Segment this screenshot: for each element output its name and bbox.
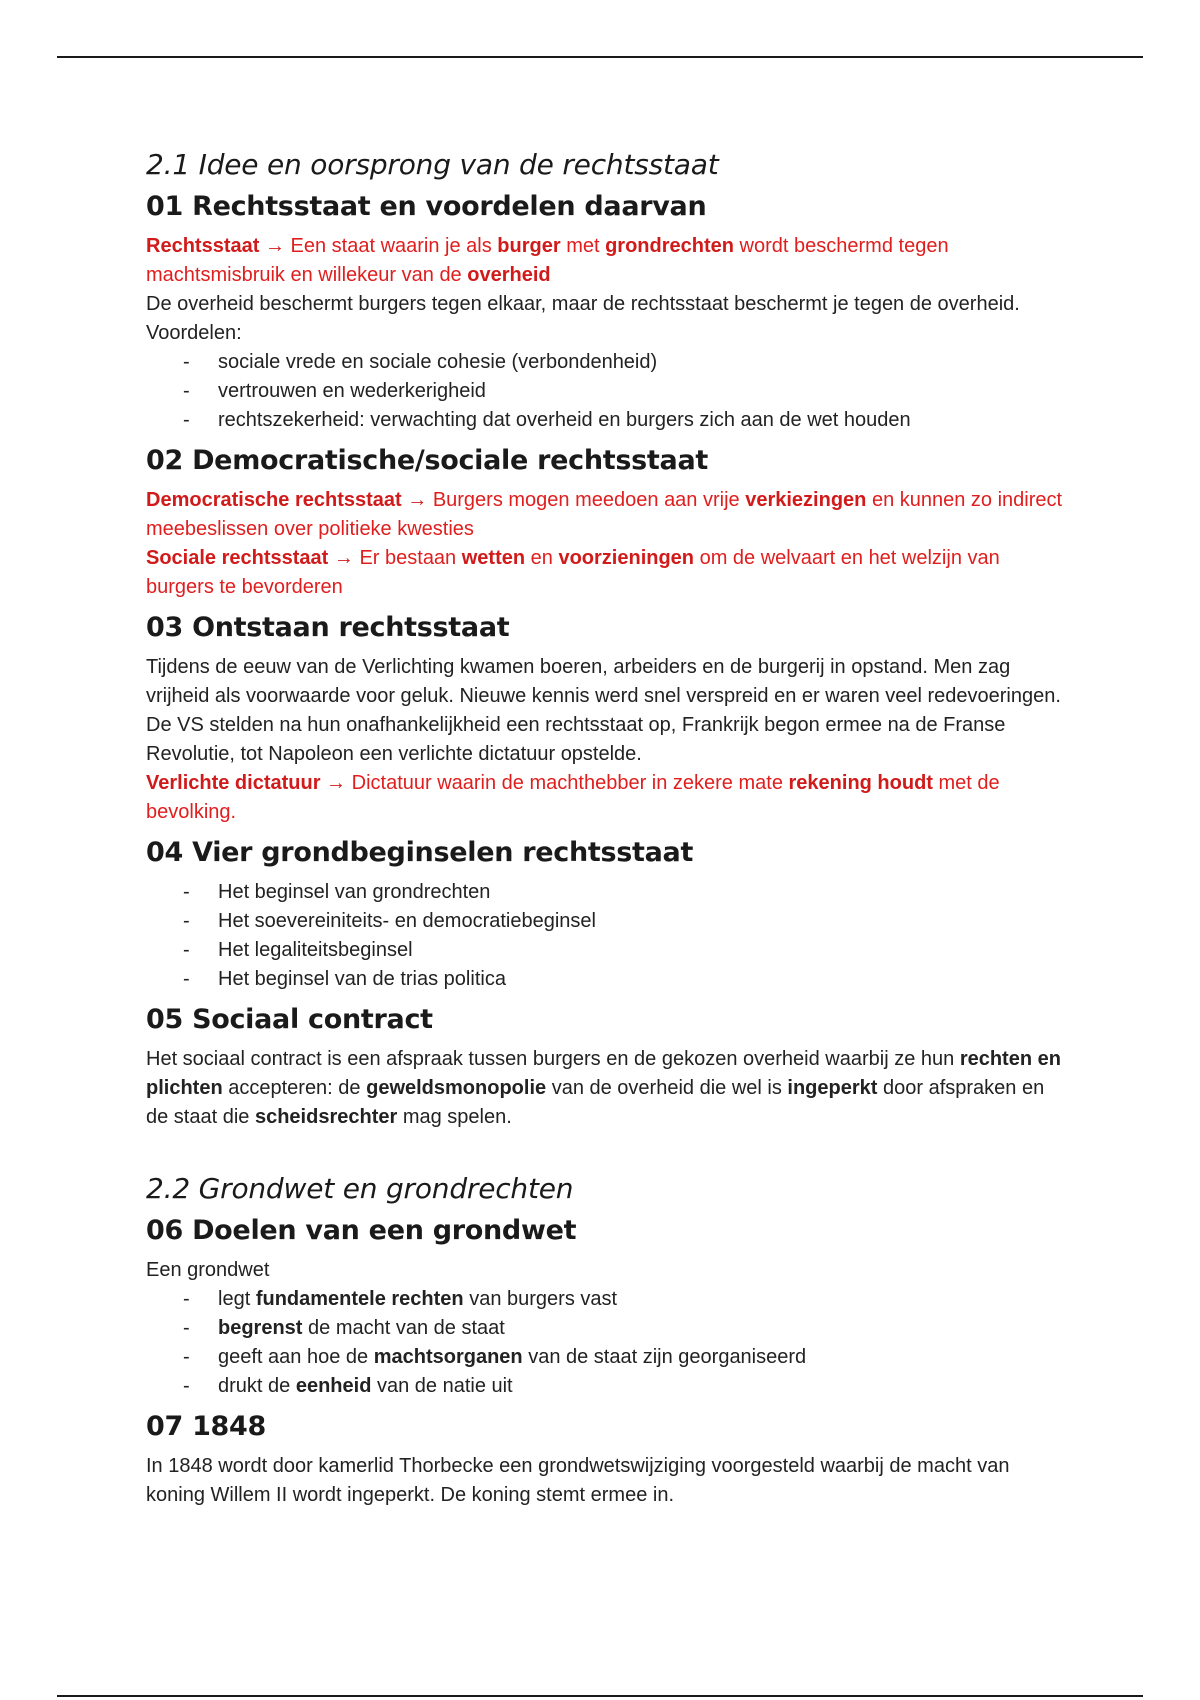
definition-text: Een staat waarin je als bbox=[290, 235, 498, 257]
bold-run: scheidsrechter bbox=[254, 1106, 398, 1128]
definition-bold: wetten bbox=[461, 547, 526, 569]
definition-text: met de bevolking. bbox=[146, 772, 1000, 823]
definition-text: met bbox=[560, 235, 606, 257]
bold-run: eenheid bbox=[295, 1375, 372, 1397]
definition-bold: burger bbox=[497, 235, 561, 257]
topic-title-05: 05 Sociaal contract bbox=[146, 1004, 433, 1035]
topic-title-03: 03 Ontstaan rechtsstaat bbox=[146, 612, 510, 643]
list-item bbox=[146, 1285, 1066, 1314]
topic-title-07: 07 1848 bbox=[146, 1411, 267, 1442]
text-run: Het sociaal contract is een afspraak tussen burgers en de gekozen overheid waarbij ze hun bbox=[146, 1048, 960, 1070]
definition-sociale-rechtsstaat bbox=[146, 544, 1066, 602]
paragraph-overheid: De overheid beschermt burgers tegen elkaar, maar de rechtsstaat beschermt je tegen de overheid. Voordelen: bbox=[146, 293, 1020, 344]
list-item: - Het beginsel van grondrechten bbox=[146, 878, 1066, 907]
text-run: mag spelen. bbox=[397, 1106, 512, 1128]
definition-arrow: → bbox=[259, 235, 291, 257]
text-run: van de overheid die wel is bbox=[546, 1077, 788, 1099]
bullet-list-grondbeginselen bbox=[146, 878, 1066, 994]
bold-run: rechten en plichten bbox=[146, 1048, 1061, 1099]
definition-bold: verkiezingen bbox=[745, 489, 867, 511]
list-item: - rechtszekerheid: verwachting dat overheid en burgers zich aan de wet houden bbox=[146, 406, 1066, 435]
definition-text: Burgers mogen meedoen aan vrije bbox=[432, 489, 746, 511]
definition-verlichte-dictatuur bbox=[146, 769, 1066, 827]
definition-term: Verlichte dictatuur bbox=[146, 772, 321, 794]
list-item: - Het beginsel van de trias politica bbox=[146, 965, 1066, 994]
section-title-2-2: 2.2 Grondwet en grondrechten bbox=[146, 1172, 574, 1205]
text-run: legt bbox=[218, 1288, 256, 1310]
definition-text: Dictatuur waarin de machthebber in zekere mate bbox=[351, 772, 789, 794]
text-run: accepteren: de bbox=[222, 1077, 367, 1099]
text-run: geeft aan hoe de bbox=[218, 1346, 374, 1368]
bottom-rule bbox=[57, 1695, 1143, 1697]
definition-bold: rekening houdt bbox=[788, 772, 933, 794]
list-item: - sociale vrede en sociale cohesie (verbondenheid) bbox=[146, 348, 1066, 377]
document-page bbox=[146, 140, 1066, 1510]
list-item: - vertrouwen en wederkerigheid bbox=[146, 377, 1066, 406]
definition-text: om de welvaart en het welzijn van burgers te bevorderen bbox=[146, 547, 1000, 598]
list-item bbox=[146, 1372, 1066, 1401]
definition-text: wordt beschermd tegen machtsmisbruik en willekeur van de bbox=[146, 235, 949, 286]
text-run: door afspraken en de staat die bbox=[146, 1077, 1045, 1128]
bold-run: fundamentele rechten bbox=[255, 1288, 464, 1310]
definition-bold: voorzieningen bbox=[558, 547, 695, 569]
bold-run: ingeperkt bbox=[787, 1077, 878, 1099]
definition-term: Democratische rechtsstaat bbox=[146, 489, 402, 511]
definition-bold: grondrechten bbox=[605, 235, 734, 257]
definition-term: Rechtsstaat bbox=[146, 235, 260, 257]
topic-title-01: 01 Rechtsstaat en voordelen daarvan bbox=[146, 191, 707, 222]
bold-run: machtsorganen bbox=[373, 1346, 523, 1368]
list-item bbox=[146, 1314, 1066, 1343]
definition-text: en bbox=[525, 547, 559, 569]
list-item bbox=[146, 1343, 1066, 1372]
paragraph-1848: In 1848 wordt door kamerlid Thorbecke een grondwetswijziging voorgesteld waarbij de macht van koning Willem II wordt ingeperkt. De koning stemt ermee in. bbox=[146, 1455, 1010, 1506]
section-title-2-1: 2.1 Idee en oorsprong van de rechtsstaat bbox=[146, 148, 719, 181]
paragraph-verlichting: Tijdens de eeuw van de Verlichting kwamen boeren, arbeiders en de burgerij in opstand. Men zag vrijheid als voorwaarde voor geluk. Nieuwe kennis werd snel verspreid en er waren veel redevoeringen. De VS stelden na hun onafhankelijkheid een rechtsstaat op, Frankrijk begon ermee na de Franse Revolutie, tot Napoleon een verlichte dictatuur opstelde. bbox=[146, 656, 1061, 765]
text-run: van burgers vast bbox=[463, 1288, 618, 1310]
text-run: van de staat zijn georganiseerd bbox=[522, 1346, 807, 1368]
bold-run: begrenst bbox=[218, 1317, 303, 1339]
topic-title-06: 06 Doelen van een grondwet bbox=[146, 1215, 577, 1246]
topic-title-04: 04 Vier grondbeginselen rechtsstaat bbox=[146, 837, 694, 868]
list-item: - Het soevereiniteits- en democratiebeginsel bbox=[146, 907, 1066, 936]
bold-run: geweldsmonopolie bbox=[366, 1077, 547, 1099]
definition-text: en kunnen zo indirect meebeslissen over politieke kwesties bbox=[146, 489, 1063, 540]
text-run: drukt de bbox=[218, 1375, 296, 1397]
topic-title-02: 02 Democratische/sociale rechtsstaat bbox=[146, 445, 708, 476]
definition-democratische-rechtsstaat bbox=[146, 486, 1066, 544]
definition-arrow: → bbox=[401, 489, 433, 511]
top-rule bbox=[57, 56, 1143, 58]
definition-arrow: → bbox=[320, 772, 352, 794]
bullet-list-voordelen bbox=[146, 348, 1066, 435]
bullet-list-doelen bbox=[146, 1285, 1066, 1401]
paragraph-sociaal-contract bbox=[146, 1045, 1066, 1132]
list-item: - Het legaliteitsbeginsel bbox=[146, 936, 1066, 965]
definition-arrow: → bbox=[328, 547, 360, 569]
definition-term: Sociale rechtsstaat bbox=[146, 547, 329, 569]
paragraph-grondwet-intro: Een grondwet bbox=[146, 1259, 270, 1281]
definition-rechtsstaat bbox=[146, 232, 1066, 290]
text-run: de macht van de staat bbox=[302, 1317, 505, 1339]
definition-bold: overheid bbox=[467, 264, 551, 286]
definition-text: Er bestaan bbox=[359, 547, 462, 569]
text-run: van de natie uit bbox=[371, 1375, 513, 1397]
